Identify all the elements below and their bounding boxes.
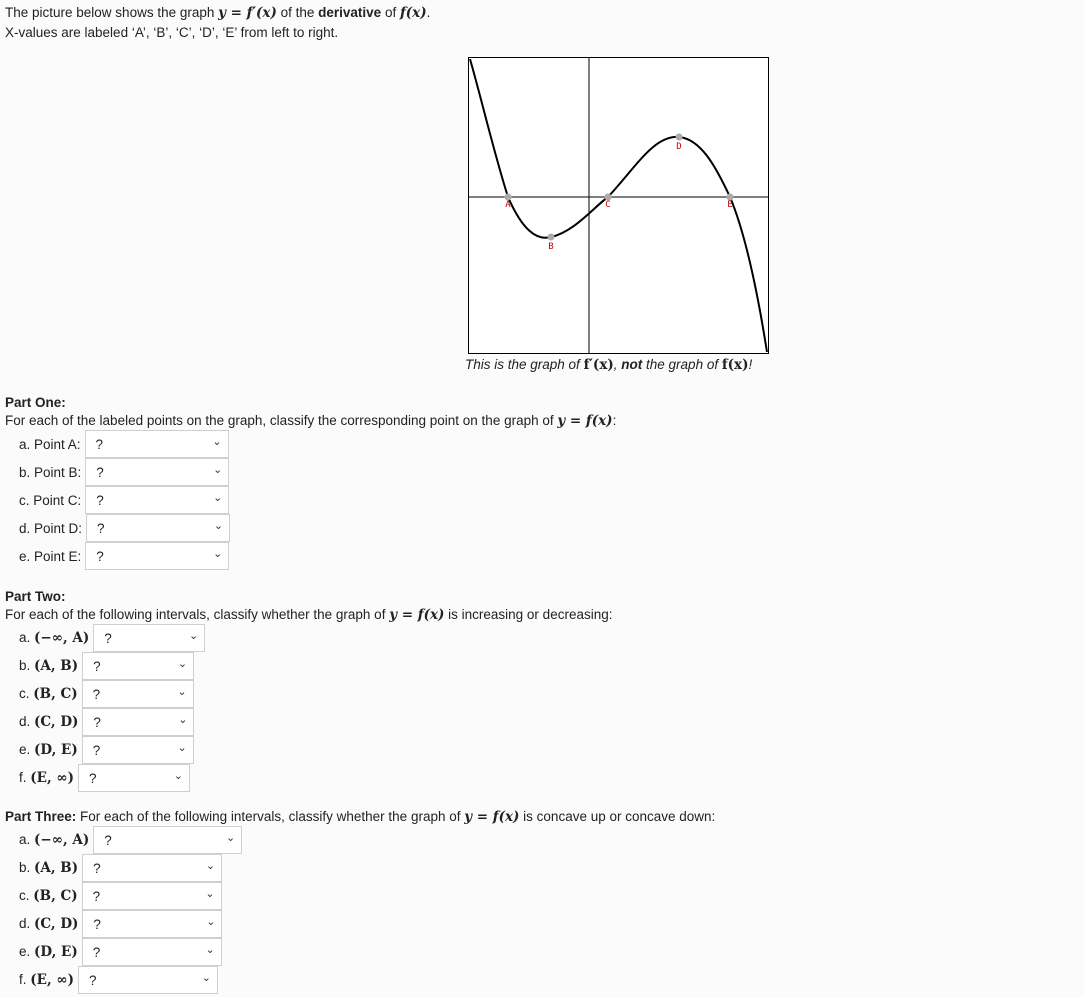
part3-row-0 — [19, 827, 242, 853]
select-value: ? — [92, 944, 101, 960]
part1-row-0 — [19, 431, 229, 457]
caption-bold-not: not — [621, 357, 643, 372]
part2-answer-select[interactable] — [82, 652, 194, 680]
part3-row-1 — [19, 855, 222, 881]
interval-letter: a. — [19, 630, 31, 645]
part2-label — [19, 658, 78, 674]
part-two-desc-a: For each of the following intervals, classify whether the graph of — [5, 607, 390, 622]
part3-label — [19, 860, 78, 876]
interval-math: (B, C) — [33, 686, 78, 702]
interval-letter: e. — [19, 742, 31, 757]
chevron-down-icon: ⌄ — [201, 972, 211, 984]
part-three-desc-a: For each of the following intervals, classify whether the graph of — [76, 809, 465, 824]
interval-letter: b. — [19, 860, 31, 875]
part-three-description — [5, 809, 715, 825]
graph-point-b — [548, 234, 555, 241]
part3-answer-select[interactable] — [93, 826, 242, 854]
select-value: ? — [97, 520, 105, 536]
part2-answer-select[interactable] — [82, 736, 194, 764]
part3-answer-select[interactable] — [82, 938, 222, 966]
caption-text-d: ! — [748, 357, 753, 372]
part1-row-3 — [19, 515, 230, 541]
derivative-graph-svg — [468, 57, 770, 355]
part3-answer-select[interactable] — [82, 882, 222, 910]
part1-answer-select[interactable] — [86, 514, 230, 542]
part-two-desc-math: y = f(x) — [389, 607, 445, 623]
interval-math: (C, D) — [34, 916, 79, 932]
part2-row-2 — [19, 681, 194, 707]
part2-answer-select[interactable] — [78, 764, 190, 792]
part2-label — [19, 770, 74, 786]
chevron-down-icon: ⌄ — [177, 658, 188, 670]
select-value: ? — [92, 686, 101, 702]
part1-label: c. Point C: — [19, 492, 82, 508]
chevron-down-icon: ⌄ — [178, 714, 188, 726]
part3-row-4 — [19, 939, 222, 965]
chevron-down-icon: ⌄ — [205, 860, 216, 872]
part2-row-3 — [19, 709, 194, 735]
select-value: ? — [89, 770, 97, 786]
interval-math: (−∞, A) — [34, 630, 90, 646]
part2-label — [19, 686, 78, 702]
interval-letter: a. — [19, 832, 31, 847]
select-value: ? — [96, 548, 104, 564]
interval-letter: e. — [19, 944, 31, 959]
part-one-title: Part One: — [5, 395, 66, 410]
select-value: ? — [104, 630, 112, 646]
part2-answer-select[interactable] — [93, 624, 205, 652]
caption-math-fprime: f′(x) — [583, 357, 614, 373]
part1-answer-select[interactable] — [85, 430, 229, 458]
graph-caption — [465, 357, 752, 373]
graph-frame — [469, 58, 769, 354]
part1-row-4 — [19, 543, 229, 569]
interval-letter: f. — [19, 972, 27, 987]
graph-point-label-e: E — [727, 200, 733, 210]
part3-row-5 — [19, 967, 218, 993]
part1-label: b. Point B: — [19, 464, 82, 480]
intro-text-c: of — [381, 5, 400, 20]
select-value: ? — [104, 832, 112, 848]
interval-letter: b. — [19, 658, 31, 673]
chevron-down-icon: ⌄ — [206, 916, 216, 928]
intro-math-derivative: y = f′(x) — [218, 5, 277, 21]
chevron-down-icon: ⌄ — [205, 888, 215, 900]
part3-label — [19, 888, 78, 904]
select-value: ? — [92, 742, 101, 758]
part1-label: d. Point D: — [19, 520, 83, 536]
part-three-title: Part Three: — [5, 809, 77, 824]
chevron-down-icon: ⌄ — [213, 492, 223, 504]
part2-row-4 — [19, 737, 194, 763]
intro-math-f: f(x) — [399, 5, 427, 21]
select-value: ? — [93, 658, 101, 674]
part1-row-1 — [19, 459, 229, 485]
part1-label: e. Point E: — [19, 548, 82, 564]
intro-line-1 — [5, 3, 430, 23]
intro-text-d: . — [426, 5, 431, 20]
caption-text-a: This is the graph of — [465, 357, 584, 372]
interval-math: (D, E) — [34, 742, 78, 758]
part2-row-5 — [19, 765, 190, 791]
interval-letter: c. — [19, 888, 30, 903]
graph-point-label-c: C — [605, 200, 611, 210]
chevron-down-icon: ⌄ — [177, 686, 187, 698]
derivative-graph — [468, 57, 770, 355]
part3-answer-select[interactable] — [82, 854, 222, 882]
chevron-down-icon: ⌄ — [189, 630, 199, 642]
part3-label — [19, 944, 78, 960]
caption-math-f: f(x) — [721, 357, 749, 373]
chevron-down-icon: ⌄ — [213, 520, 224, 532]
interval-letter: f. — [19, 770, 27, 785]
part3-label — [19, 972, 74, 988]
interval-math: (C, D) — [34, 714, 79, 730]
part-one-description — [5, 413, 616, 429]
interval-math: (D, E) — [34, 944, 78, 960]
graph-point-label-d: D — [676, 142, 682, 152]
part3-row-3 — [19, 911, 222, 937]
part-one-desc-a: For each of the labeled points on the graph, classify the corresponding point on the graph of — [5, 413, 558, 428]
part1-answer-select[interactable] — [85, 542, 229, 570]
chevron-down-icon: ⌄ — [173, 770, 183, 782]
part3-label — [19, 832, 89, 848]
interval-math: (−∞, A) — [34, 832, 90, 848]
select-value: ? — [92, 888, 101, 904]
caption-text-c: the graph of — [642, 357, 722, 372]
chevron-down-icon: ⌄ — [213, 464, 223, 476]
interval-math: (E, ∞) — [30, 972, 74, 988]
intro-bold-derivative: derivative — [318, 5, 382, 20]
chevron-down-icon: ⌄ — [213, 548, 223, 560]
select-value: ? — [89, 972, 97, 988]
part-two-desc-b: is increasing or decreasing: — [444, 607, 613, 622]
part2-answer-select[interactable] — [82, 708, 194, 736]
interval-letter: d. — [19, 714, 31, 729]
interval-letter: c. — [19, 686, 30, 701]
caption-text-b: , — [613, 357, 622, 372]
chevron-down-icon: ⌄ — [205, 944, 215, 956]
graph-point-label-b: B — [548, 242, 554, 252]
part3-answer-select[interactable] — [78, 966, 218, 994]
intro-line-2: X-values are labeled ‘A’, ‘B’, ‘C’, ‘D’, ‘E’ from left to right. — [5, 25, 339, 40]
intro-text-a: The picture below shows the graph — [5, 5, 219, 20]
interval-letter: d. — [19, 916, 31, 931]
select-value: ? — [96, 464, 104, 480]
select-value: ? — [95, 436, 104, 452]
part2-label — [19, 714, 78, 730]
select-value: ? — [93, 714, 101, 730]
part-three-desc-b: is concave up or concave down: — [519, 809, 716, 824]
chevron-down-icon: ⌄ — [226, 832, 236, 844]
select-value: ? — [96, 492, 104, 508]
graph-point-d — [676, 134, 683, 141]
interval-math: (B, C) — [33, 888, 78, 904]
part1-answer-select[interactable] — [85, 458, 229, 486]
part-one-desc-math: y = f(x) — [557, 413, 613, 429]
part2-row-0 — [19, 625, 205, 651]
part3-row-2 — [19, 883, 222, 909]
part-one-desc-b: : — [612, 413, 617, 428]
part3-label — [19, 916, 78, 932]
part2-row-1 — [19, 653, 194, 679]
part3-answer-select[interactable] — [82, 910, 222, 938]
interval-math: (A, B) — [34, 658, 79, 674]
part2-label — [19, 630, 89, 646]
select-value: ? — [93, 916, 101, 932]
part2-answer-select[interactable] — [82, 680, 194, 708]
intro-text-b: of the — [276, 5, 319, 20]
part-three-desc-math: y = f(x) — [464, 809, 520, 825]
part-two-title: Part Two: — [5, 589, 66, 604]
graph-point-label-a: A — [505, 200, 511, 210]
interval-math: (E, ∞) — [30, 770, 74, 786]
select-value: ? — [93, 860, 101, 876]
chevron-down-icon: ⌄ — [212, 436, 222, 448]
part1-label: a. Point A: — [19, 436, 81, 452]
part1-row-2 — [19, 487, 229, 513]
interval-math: (A, B) — [34, 860, 79, 876]
chevron-down-icon: ⌄ — [177, 742, 187, 754]
part1-answer-select[interactable] — [85, 486, 229, 514]
part2-label — [19, 742, 78, 758]
part-two-description — [5, 607, 612, 623]
